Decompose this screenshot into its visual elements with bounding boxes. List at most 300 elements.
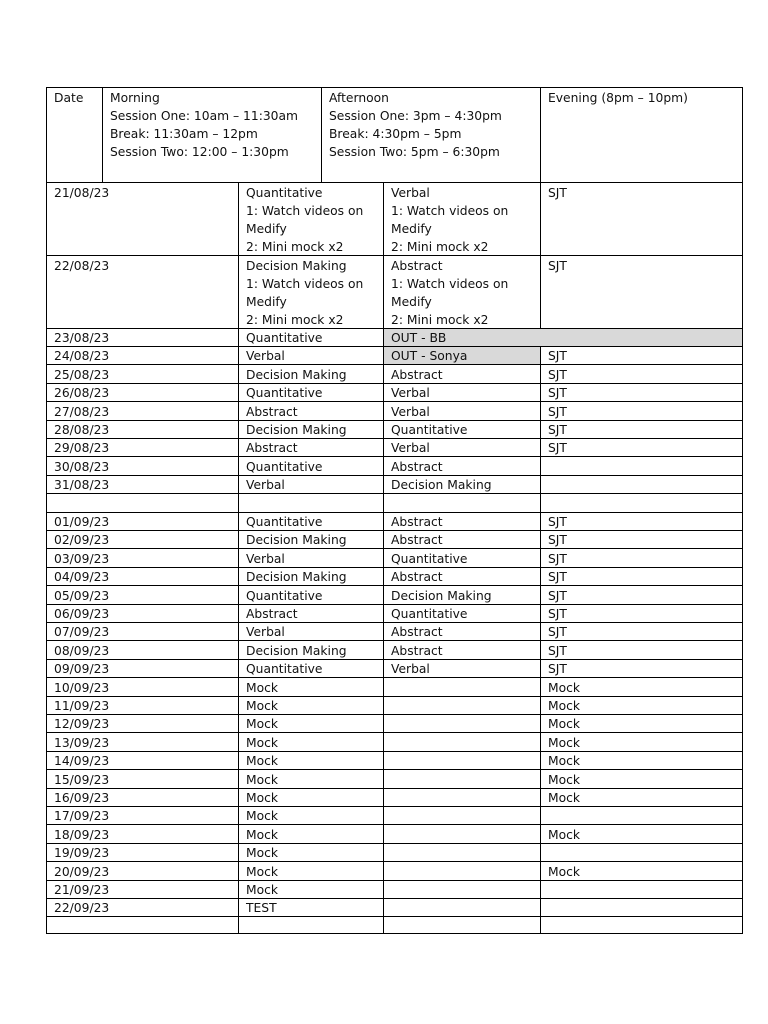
cell-text-line: 08/09/23 xyxy=(54,643,110,658)
cell-text-line: Verbal xyxy=(391,441,430,456)
cell-text-line: Verbal xyxy=(391,186,430,200)
cell-text-line: 27/08/23 xyxy=(54,404,110,419)
morning-cell xyxy=(239,383,384,401)
table-row xyxy=(47,917,742,935)
cell-text-line: Break: 4:30pm – 5pm xyxy=(329,127,462,141)
cell-text-line: OUT - BB xyxy=(391,331,447,345)
afternoon-cell xyxy=(384,898,541,916)
cell-text-line: 28/08/23 xyxy=(54,423,110,437)
date-cell xyxy=(47,678,239,696)
afternoon-cell xyxy=(384,862,541,880)
table-row xyxy=(47,549,742,567)
cell-text-line: Quantitative xyxy=(246,386,323,401)
morning-cell xyxy=(239,365,384,383)
cell-text-line: Verbal xyxy=(246,551,285,566)
table-row xyxy=(47,512,742,530)
morning-cell xyxy=(239,733,384,751)
afternoon-cell xyxy=(384,843,541,861)
cell-text-line: Abstract xyxy=(391,367,443,382)
afternoon-cell xyxy=(384,806,541,824)
evening-cell xyxy=(541,475,743,493)
cell-text-line: Mock xyxy=(548,791,581,805)
table-row xyxy=(47,420,742,438)
afternoon-cell xyxy=(384,346,541,364)
morning-cell xyxy=(239,256,384,329)
cell-text-line: Abstract xyxy=(391,533,443,548)
cell-text-line: SJT xyxy=(548,258,567,273)
date-cell xyxy=(47,438,239,456)
evening-cell xyxy=(541,714,743,732)
cell-text-line: Mock xyxy=(548,772,581,787)
table-row xyxy=(47,843,742,861)
date-cell xyxy=(47,402,239,420)
afternoon-cell xyxy=(384,567,541,585)
morning-cell xyxy=(239,788,384,806)
evening-cell xyxy=(541,183,743,256)
afternoon-cell xyxy=(384,825,541,843)
evening-cell xyxy=(541,678,743,696)
afternoon-cell xyxy=(384,604,541,622)
morning-cell xyxy=(239,494,384,512)
cell-text-line: SJT xyxy=(548,404,567,419)
cell-text-line: Evening (8pm – 10pm) xyxy=(548,91,688,105)
cell-text-line: 01/09/23 xyxy=(54,515,110,529)
cell-text-line: Abstract xyxy=(246,607,298,621)
cell-text-line: Afternoon xyxy=(329,91,389,105)
afternoon-cell xyxy=(384,475,541,493)
cell-text-line: 04/09/23 xyxy=(54,570,110,585)
morning-cell xyxy=(239,917,384,935)
table-row xyxy=(47,183,742,256)
cell-text-line: 2: Mini mock x2 xyxy=(246,240,344,254)
cell-text-line: Mock xyxy=(548,754,581,769)
morning-cell xyxy=(239,549,384,567)
schedule-table xyxy=(46,182,743,934)
cell-text-line: Decision Making xyxy=(391,478,492,493)
cell-text-line: Abstract xyxy=(391,643,443,658)
cell-text-line: 05/09/23 xyxy=(54,588,110,603)
cell-text-line: Decision Making xyxy=(391,588,492,603)
evening-cell xyxy=(541,770,743,788)
morning-cell xyxy=(239,696,384,714)
cell-text-line: 14/09/23 xyxy=(54,754,110,769)
morning-cell xyxy=(239,659,384,677)
cell-text-line: Quantitative xyxy=(246,186,323,200)
evening-cell xyxy=(541,457,743,475)
date-cell xyxy=(47,770,239,788)
header-evening-cell xyxy=(541,88,743,182)
date-cell xyxy=(47,880,239,898)
date-cell xyxy=(47,862,239,880)
afternoon-cell xyxy=(384,788,541,806)
cell-text-line: 23/08/23 xyxy=(54,331,110,345)
cell-text-line: SJT xyxy=(548,423,567,437)
evening-cell xyxy=(541,365,743,383)
cell-text-line: 06/09/23 xyxy=(54,607,110,621)
cell-text-line: 2: Mini mock x2 xyxy=(391,312,489,327)
cell-text-line: Mock xyxy=(246,772,279,787)
date-cell xyxy=(47,898,239,916)
morning-cell xyxy=(239,475,384,493)
evening-cell xyxy=(541,733,743,751)
cell-text-line: Medify xyxy=(246,222,287,236)
morning-cell xyxy=(239,604,384,622)
cell-text-line: 2: Mini mock x2 xyxy=(246,312,344,327)
evening-cell xyxy=(541,530,743,548)
date-cell xyxy=(47,751,239,769)
date-cell xyxy=(47,530,239,548)
cell-text-line: Mock xyxy=(246,846,279,861)
table-row xyxy=(47,438,742,456)
morning-cell xyxy=(239,751,384,769)
table-row xyxy=(47,586,742,604)
afternoon-cell xyxy=(384,733,541,751)
table-row xyxy=(47,604,742,622)
cell-text-line: 03/09/23 xyxy=(54,551,110,566)
date-cell xyxy=(47,512,239,530)
table-row xyxy=(47,770,742,788)
cell-text-line: 19/09/23 xyxy=(54,846,110,861)
table-row xyxy=(47,733,742,751)
cell-text-line: 31/08/23 xyxy=(54,478,110,493)
table-row xyxy=(47,659,742,677)
date-cell xyxy=(47,328,239,346)
afternoon-cell xyxy=(384,586,541,604)
date-cell xyxy=(47,788,239,806)
evening-cell xyxy=(541,420,743,438)
date-cell xyxy=(47,825,239,843)
date-cell xyxy=(47,714,239,732)
cell-text-line: 09/09/23 xyxy=(54,662,110,677)
evening-cell xyxy=(541,383,743,401)
table-row xyxy=(47,457,742,475)
cell-text-line: Verbal xyxy=(391,386,430,401)
morning-cell xyxy=(239,622,384,640)
cell-text-line: Abstract xyxy=(391,258,443,273)
cell-text-line: Decision Making xyxy=(246,258,347,273)
cell-text-line: Medify xyxy=(391,294,432,309)
cell-text-line: OUT - Sonya xyxy=(391,349,468,364)
cell-text-line: Mock xyxy=(246,754,279,769)
cell-text-line: Session One: 3pm – 4:30pm xyxy=(329,109,502,123)
date-cell xyxy=(47,622,239,640)
cell-text-line: 13/09/23 xyxy=(54,735,110,750)
morning-cell xyxy=(239,328,384,346)
table-row xyxy=(47,696,742,714)
afternoon-cell xyxy=(384,183,541,256)
morning-cell xyxy=(239,843,384,861)
table-row xyxy=(47,678,742,696)
cell-text-line: SJT xyxy=(548,607,567,621)
cell-text-line: Verbal xyxy=(246,625,285,640)
date-cell xyxy=(47,420,239,438)
cell-text-line: Mock xyxy=(246,680,279,695)
morning-cell xyxy=(239,806,384,824)
evening-cell xyxy=(541,256,743,329)
table-row xyxy=(47,346,742,364)
afternoon-cell xyxy=(384,438,541,456)
cell-text-line: SJT xyxy=(548,533,567,548)
date-cell xyxy=(47,256,239,329)
cell-text-line: 22/08/23 xyxy=(54,258,110,273)
afternoon-cell xyxy=(384,696,541,714)
cell-text-line: Abstract xyxy=(246,441,298,456)
afternoon-cell xyxy=(384,383,541,401)
morning-cell xyxy=(239,567,384,585)
date-cell xyxy=(47,567,239,585)
cell-text-line: Abstract xyxy=(391,459,443,474)
afternoon-cell xyxy=(384,256,541,329)
afternoon-cell xyxy=(384,512,541,530)
cell-text-line: 21/09/23 xyxy=(54,883,110,897)
evening-cell xyxy=(541,438,743,456)
evening-cell xyxy=(541,604,743,622)
cell-text-line: Decision Making xyxy=(246,423,347,437)
cell-text-line: Mock xyxy=(246,791,279,805)
evening-cell xyxy=(541,402,743,420)
cell-text-line: 1: Watch videos on xyxy=(246,276,364,291)
cell-text-line: Verbal xyxy=(246,349,285,364)
date-cell xyxy=(47,696,239,714)
cell-text-line: 17/09/23 xyxy=(54,809,110,824)
evening-cell xyxy=(541,806,743,824)
cell-text-line: SJT xyxy=(548,643,567,658)
afternoon-cell xyxy=(384,530,541,548)
date-cell xyxy=(47,586,239,604)
cell-text-line: 16/09/23 xyxy=(54,791,110,805)
cell-text-line: Quantitative xyxy=(246,331,323,345)
morning-cell xyxy=(239,402,384,420)
cell-text-line: Mock xyxy=(246,827,279,842)
date-cell xyxy=(47,365,239,383)
evening-cell xyxy=(541,346,743,364)
cell-text-line: Mock xyxy=(246,864,279,879)
table-row xyxy=(47,641,742,659)
morning-cell xyxy=(239,457,384,475)
header-afternoon-cell xyxy=(322,88,541,182)
date-cell xyxy=(47,917,239,935)
afternoon-cell xyxy=(384,751,541,769)
cell-text-line: 25/08/23 xyxy=(54,367,110,382)
evening-cell xyxy=(541,622,743,640)
cell-text-line: Abstract xyxy=(391,570,443,585)
cell-text-line: Mock xyxy=(246,735,279,750)
table-row xyxy=(47,256,742,329)
table-row xyxy=(47,898,742,916)
afternoon-cell xyxy=(384,494,541,512)
cell-text-line: 18/09/23 xyxy=(54,827,110,842)
morning-cell xyxy=(239,420,384,438)
table-row xyxy=(47,494,742,512)
afternoon-cell xyxy=(384,880,541,898)
cell-text-line: Abstract xyxy=(246,404,298,419)
cell-text-line: 2: Mini mock x2 xyxy=(391,240,489,254)
evening-cell xyxy=(541,843,743,861)
cell-text-line: Quantitative xyxy=(246,459,323,474)
morning-cell xyxy=(239,346,384,364)
cell-text-line: Quantitative xyxy=(391,423,468,437)
cell-text-line: Quantitative xyxy=(246,588,323,603)
table-row xyxy=(47,530,742,548)
afternoon-cell xyxy=(384,659,541,677)
cell-text-line: 26/08/23 xyxy=(54,386,110,401)
morning-cell xyxy=(239,862,384,880)
cell-text-line: 07/09/23 xyxy=(54,625,110,640)
header-date-cell xyxy=(47,88,103,182)
cell-text-line: Mock xyxy=(246,717,279,732)
cell-text-line: TEST xyxy=(246,901,277,916)
afternoon-cell xyxy=(384,622,541,640)
cell-text-line: 21/08/23 xyxy=(54,186,110,200)
cell-text-line: Mock xyxy=(548,680,581,695)
table-row xyxy=(47,788,742,806)
schedule-header-table xyxy=(46,87,743,183)
cell-text-line: SJT xyxy=(548,662,567,677)
cell-text-line: 20/09/23 xyxy=(54,864,110,879)
morning-cell xyxy=(239,183,384,256)
cell-text-line: Date xyxy=(54,91,84,105)
date-cell xyxy=(47,659,239,677)
cell-text-line: SJT xyxy=(548,386,567,401)
afternoon-cell xyxy=(384,365,541,383)
date-cell xyxy=(47,183,239,256)
cell-text-line: 10/09/23 xyxy=(54,680,110,695)
evening-cell xyxy=(541,641,743,659)
evening-cell xyxy=(541,751,743,769)
cell-text-line: Medify xyxy=(391,222,432,236)
date-cell xyxy=(47,604,239,622)
table-row xyxy=(47,825,742,843)
cell-text-line: Session Two: 12:00 – 1:30pm xyxy=(110,145,289,159)
cell-text-line: SJT xyxy=(548,349,567,364)
cell-text-line: Verbal xyxy=(391,404,430,419)
afternoon-cell xyxy=(384,328,541,346)
cell-text-line: Verbal xyxy=(391,662,430,677)
afternoon-cell xyxy=(384,917,541,935)
cell-text-line: 1: Watch videos on xyxy=(246,204,364,218)
afternoon-cell xyxy=(384,714,541,732)
morning-cell xyxy=(239,880,384,898)
cell-text-line: Session Two: 5pm – 6:30pm xyxy=(329,145,500,159)
cell-text-line: Morning xyxy=(110,91,160,105)
afternoon-cell xyxy=(384,770,541,788)
afternoon-cell xyxy=(384,641,541,659)
evening-cell xyxy=(541,567,743,585)
morning-cell xyxy=(239,714,384,732)
table-row xyxy=(47,328,742,346)
cell-text-line: Quantitative xyxy=(246,515,323,529)
cell-text-line: SJT xyxy=(548,551,567,566)
afternoon-cell xyxy=(384,457,541,475)
table-row xyxy=(47,383,742,401)
table-row xyxy=(47,714,742,732)
evening-cell xyxy=(541,659,743,677)
date-cell xyxy=(47,346,239,364)
cell-text-line: 24/08/23 xyxy=(54,349,110,364)
evening-cell xyxy=(541,825,743,843)
table-row xyxy=(47,402,742,420)
cell-text-line: Mock xyxy=(246,699,279,713)
date-cell xyxy=(47,457,239,475)
cell-text-line: Medify xyxy=(246,294,287,309)
cell-text-line: Break: 11:30am – 12pm xyxy=(110,127,258,141)
morning-cell xyxy=(239,678,384,696)
table-row xyxy=(47,365,742,383)
cell-text-line: SJT xyxy=(548,588,567,603)
cell-text-line: Decision Making xyxy=(246,643,347,658)
cell-text-line: Mock xyxy=(548,827,581,842)
cell-text-line: Quantitative xyxy=(391,551,468,566)
date-cell xyxy=(47,383,239,401)
cell-text-line: 1: Watch videos on xyxy=(391,276,509,291)
date-cell xyxy=(47,494,239,512)
cell-text-line: 22/09/23 xyxy=(54,901,110,916)
evening-cell xyxy=(541,696,743,714)
cell-text-line: 02/09/23 xyxy=(54,533,110,548)
morning-cell xyxy=(239,512,384,530)
cell-text-line: Quantitative xyxy=(246,662,323,677)
table-row xyxy=(47,862,742,880)
header-morning-cell xyxy=(103,88,322,182)
cell-text-line: Decision Making xyxy=(246,533,347,548)
cell-text-line: Decision Making xyxy=(246,570,347,585)
morning-cell xyxy=(239,825,384,843)
cell-text-line: Mock xyxy=(246,809,279,824)
cell-text-line: 29/08/23 xyxy=(54,441,110,456)
morning-cell xyxy=(239,438,384,456)
table-row xyxy=(47,475,742,493)
date-cell xyxy=(47,843,239,861)
cell-text-line: SJT xyxy=(548,625,567,640)
cell-text-line: Mock xyxy=(548,717,581,732)
cell-text-line: Mock xyxy=(548,864,581,879)
morning-cell xyxy=(239,898,384,916)
evening-cell xyxy=(541,586,743,604)
cell-text-line: 30/08/23 xyxy=(54,459,110,474)
cell-text-line: 15/09/23 xyxy=(54,772,110,787)
cell-text-line: Session One: 10am – 11:30am xyxy=(110,109,298,123)
table-row xyxy=(47,567,742,585)
evening-cell xyxy=(541,880,743,898)
afternoon-cell xyxy=(384,402,541,420)
cell-text-line: SJT xyxy=(548,367,567,382)
cell-text-line: SJT xyxy=(548,186,567,200)
evening-cell xyxy=(541,862,743,880)
table-row xyxy=(47,880,742,898)
cell-text-line: Verbal xyxy=(246,478,285,493)
afternoon-cell xyxy=(384,678,541,696)
afternoon-cell xyxy=(384,420,541,438)
evening-cell xyxy=(541,898,743,916)
date-cell xyxy=(47,806,239,824)
cell-text-line: Abstract xyxy=(391,515,443,529)
cell-text-line: Mock xyxy=(246,883,279,897)
evening-cell xyxy=(541,917,743,935)
evening-cell xyxy=(541,328,743,346)
table-row xyxy=(47,806,742,824)
cell-text-line: SJT xyxy=(548,441,567,456)
cell-text-line: Abstract xyxy=(391,625,443,640)
table-row xyxy=(47,751,742,769)
cell-text-line: SJT xyxy=(548,515,567,529)
date-cell xyxy=(47,641,239,659)
cell-text-line: SJT xyxy=(548,570,567,585)
afternoon-cell xyxy=(384,549,541,567)
cell-text-line: 12/09/23 xyxy=(54,717,110,732)
cell-text-line: 11/09/23 xyxy=(54,699,110,713)
cell-text-line: 1: Watch videos on xyxy=(391,204,509,218)
date-cell xyxy=(47,475,239,493)
